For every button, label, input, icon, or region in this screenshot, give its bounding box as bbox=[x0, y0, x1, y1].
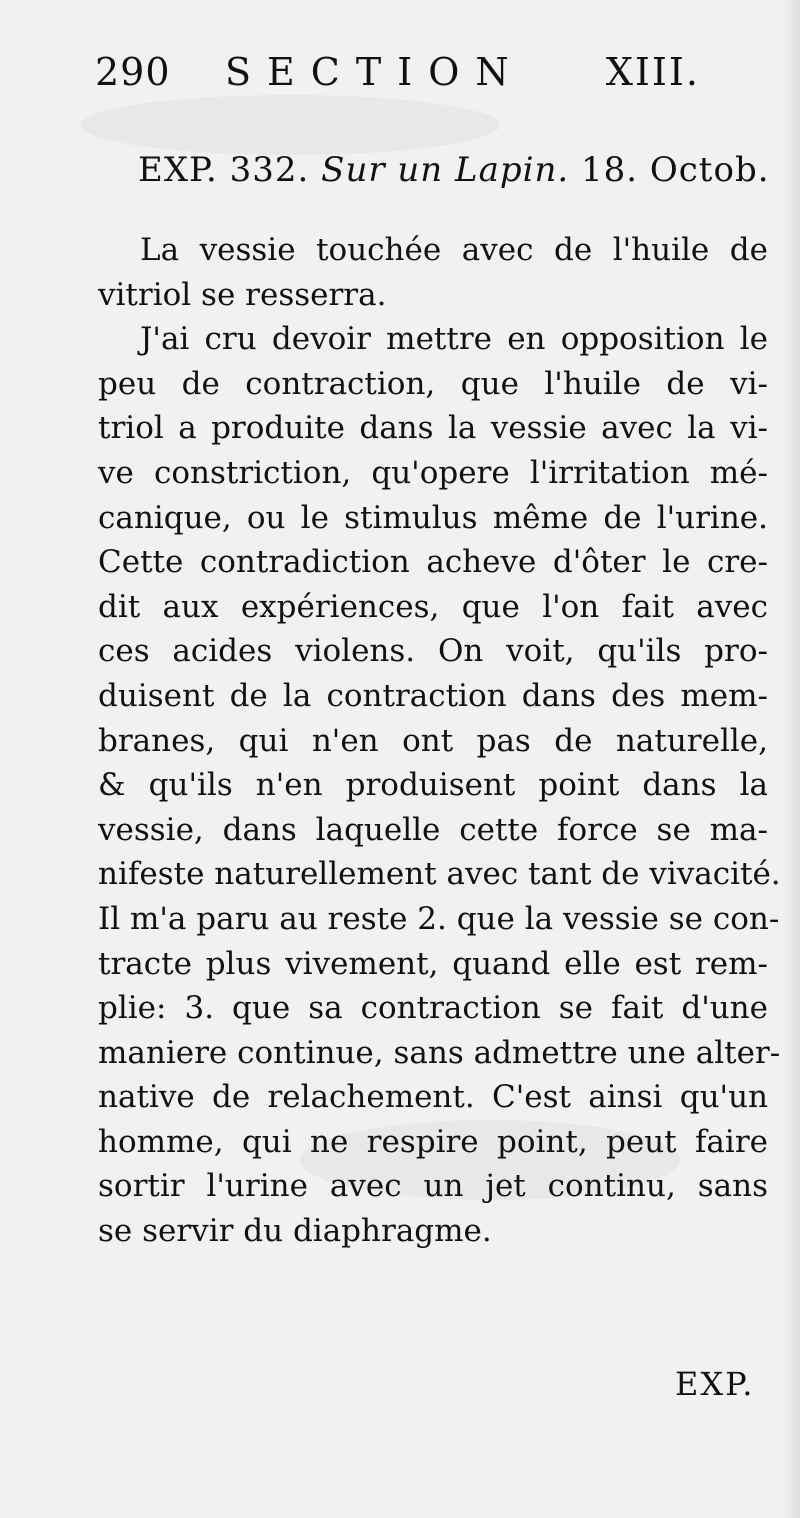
text-line: maniere continue, sans admettre une alter- bbox=[98, 1034, 781, 1071]
text-line: nifeste naturellement avec tant de vivacité. bbox=[98, 856, 781, 893]
catchword: EXP. bbox=[675, 1365, 755, 1403]
text-line: Il m'a paru au reste 2. que la vessie se con- bbox=[98, 900, 780, 937]
text-line: branes, qui n'en ont pas de naturelle, bbox=[98, 722, 768, 759]
text-line: ve constriction, qu'opere l'irritation mé- bbox=[98, 454, 768, 491]
text-line: native de relachement. C'est ainsi qu'un bbox=[98, 1079, 768, 1116]
text-line: dit aux expériences, que l'on fait avec bbox=[98, 588, 768, 625]
experiment-label: EXP. 332. bbox=[138, 150, 310, 190]
text-line: duisent de la contraction dans des mem- bbox=[98, 677, 768, 714]
text-line: peu de contraction, que l'huile de vi- bbox=[98, 365, 768, 402]
text-line: plie: 3. que sa contraction se fait d'une bbox=[98, 990, 768, 1027]
section-heading: SECTION bbox=[225, 50, 525, 94]
text-line: & qu'ils n'en produisent point dans la bbox=[98, 767, 768, 804]
body-text bbox=[98, 228, 781, 1254]
running-header bbox=[95, 50, 700, 100]
text-line: canique, ou le stimulus même de l'urine. bbox=[98, 499, 768, 536]
text-line: sortir l'urine avec un jet continu, sans bbox=[98, 1168, 768, 1205]
page-edge-shadow bbox=[782, 0, 800, 1518]
text-line: tracte plus vivement, quand elle est rem- bbox=[98, 945, 768, 982]
text-line: triol a produite dans la vessie avec la vi- bbox=[98, 410, 768, 447]
text-line: ces acides violens. On voit, qu'ils pro- bbox=[98, 633, 768, 670]
text-line: La vessie touchée avec de l'huile de bbox=[140, 232, 768, 268]
bleed-through-stain bbox=[80, 95, 500, 155]
page-number: 290 bbox=[95, 50, 171, 94]
experiment-heading bbox=[138, 150, 770, 190]
text-line: se servir du diaphragme. bbox=[98, 1213, 492, 1250]
text-line: vessie, dans laquelle cette force se ma- bbox=[98, 811, 768, 848]
experiment-subject: Sur un Lapin. bbox=[321, 150, 570, 190]
section-number: XIII. bbox=[605, 50, 700, 94]
text-line: homme, qui ne respire point, peut faire bbox=[98, 1123, 768, 1160]
text-line: Cette contradiction acheve d'ôter le cre- bbox=[98, 544, 768, 581]
text-line: vitriol se resserra. bbox=[98, 276, 387, 313]
experiment-date: 18. Octob. bbox=[581, 150, 770, 190]
text-line: J'ai cru devoir mettre en opposition le bbox=[140, 321, 768, 358]
